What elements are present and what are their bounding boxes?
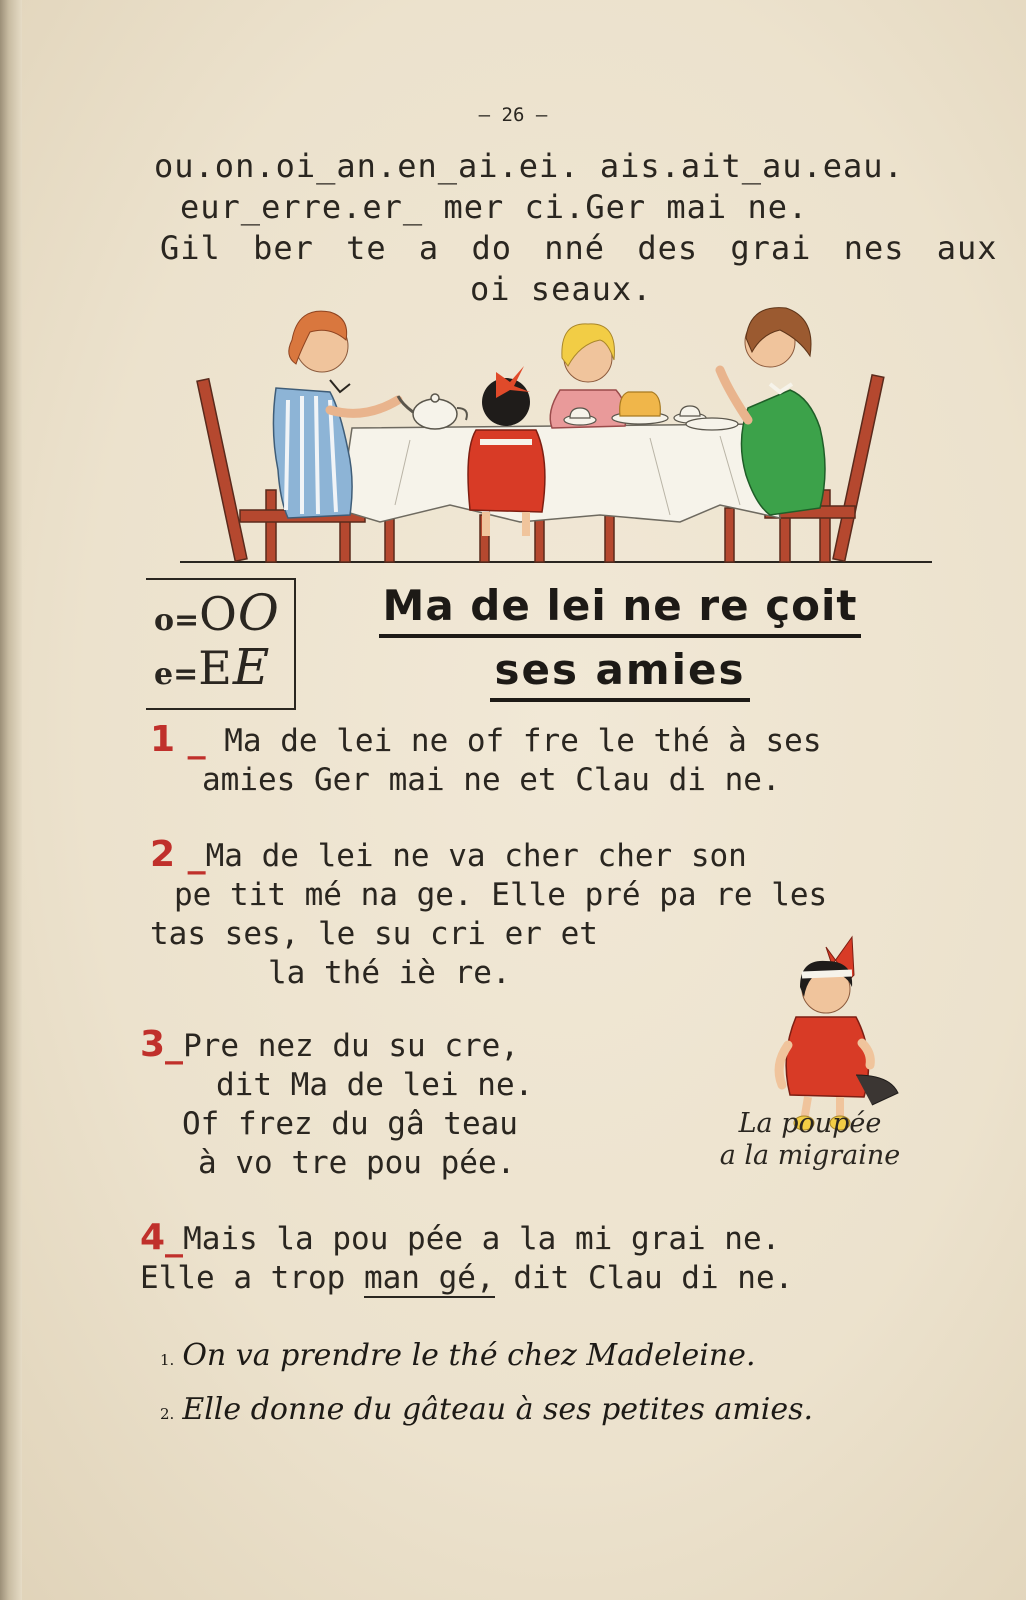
paragraph-1: [150, 720, 822, 800]
paragraph-2: [150, 835, 827, 993]
paragraph-2-line-3: tas ses, le su cri er et: [150, 916, 598, 952]
paragraph-1-line-2: amies Ger mai ne et Clau di ne.: [202, 762, 781, 798]
paragraph-2-line-2: pe tit mé na ge. Elle pré pa re les: [174, 877, 828, 913]
syllable-review: [150, 146, 998, 310]
paragraph-4-line-2-start: Elle a trop: [140, 1260, 346, 1296]
lesson-title-line-2: ses amies: [490, 642, 749, 702]
paragraph-3: [140, 1025, 533, 1183]
letter-e-row: [154, 638, 269, 696]
page-number: — 26 —: [478, 104, 548, 126]
paragraph-3-line-4: à vo tre pou pée.: [198, 1145, 516, 1181]
paragraph-3-line-3: Of frez du gâ teau: [182, 1106, 518, 1142]
letter-e-cursive: E: [232, 638, 270, 696]
teapot: [398, 394, 467, 429]
letter-o-cursive: O: [237, 584, 279, 642]
paragraph-4-number: 4_: [140, 1217, 184, 1258]
letter-form-box: [146, 578, 296, 710]
paragraph-2-number: 2 _: [150, 834, 206, 875]
doll-caption-line-1: La poupée: [738, 1108, 882, 1139]
paragraph-3-line-1: Pre nez du su cre,: [183, 1028, 520, 1064]
script-sentence-1-text: On va prendre le thé chez Madeleine.: [182, 1338, 756, 1373]
paragraph-4-line-2-end: dit Clau di ne.: [513, 1260, 794, 1296]
paragraph-1-line-1: Ma de lei ne of fre le thé à ses: [224, 723, 822, 759]
script-sentence-2-text: Elle donne du gâteau à ses petites amies.: [182, 1392, 814, 1427]
tea-party-illustration: [180, 300, 950, 578]
lesson-title-line-1: Ma de lei ne re çoit: [379, 578, 862, 638]
underlined-word: man gé,: [363, 1260, 495, 1296]
doll-caption: [690, 1108, 930, 1172]
paragraph-3-number: 3_: [140, 1024, 184, 1065]
sad-doll-illustration: [760, 925, 910, 1135]
letter-o-row: [154, 584, 279, 642]
script-sentence-2-number: 2.: [160, 1405, 175, 1423]
script-sentence-1: [160, 1338, 755, 1373]
tablecloth: [340, 424, 780, 522]
letter-o-key: o=: [154, 603, 200, 638]
book-spine-shadow: [0, 0, 22, 1600]
letter-e-uppercase: E: [198, 641, 233, 695]
paragraph-4-line-1: Mais la pou pée a la mi grai ne.: [183, 1221, 781, 1257]
paragraph-1-number: 1 _: [150, 719, 206, 760]
lesson-title: [340, 578, 900, 702]
paragraph-2-line-1: Ma de lei ne va cher cher son: [205, 838, 747, 874]
intro-line-4: oi seaux.: [470, 270, 653, 308]
paragraph-4: [140, 1218, 793, 1298]
script-sentence-1-number: 1.: [160, 1351, 175, 1369]
intro-line-3: Gil ber te a do nné des grai nes aux: [160, 229, 998, 267]
paragraph-3-line-2: dit Ma de lei ne.: [216, 1067, 534, 1103]
letter-o-uppercase: O: [199, 587, 238, 641]
intro-line-2: eur_erre.er_ mer ci.Ger mai ne.: [180, 188, 809, 226]
doll-at-table: [468, 366, 545, 536]
intro-line-1: ou.on.oi_an.en_ai.ei. ais.ait_au.eau.: [154, 147, 904, 185]
paragraph-2-line-4: la thé iè re.: [268, 955, 511, 991]
letter-e-key: e=: [154, 657, 199, 692]
script-sentence-2: [160, 1392, 813, 1427]
doll-caption-line-2: a la migraine: [719, 1140, 901, 1171]
